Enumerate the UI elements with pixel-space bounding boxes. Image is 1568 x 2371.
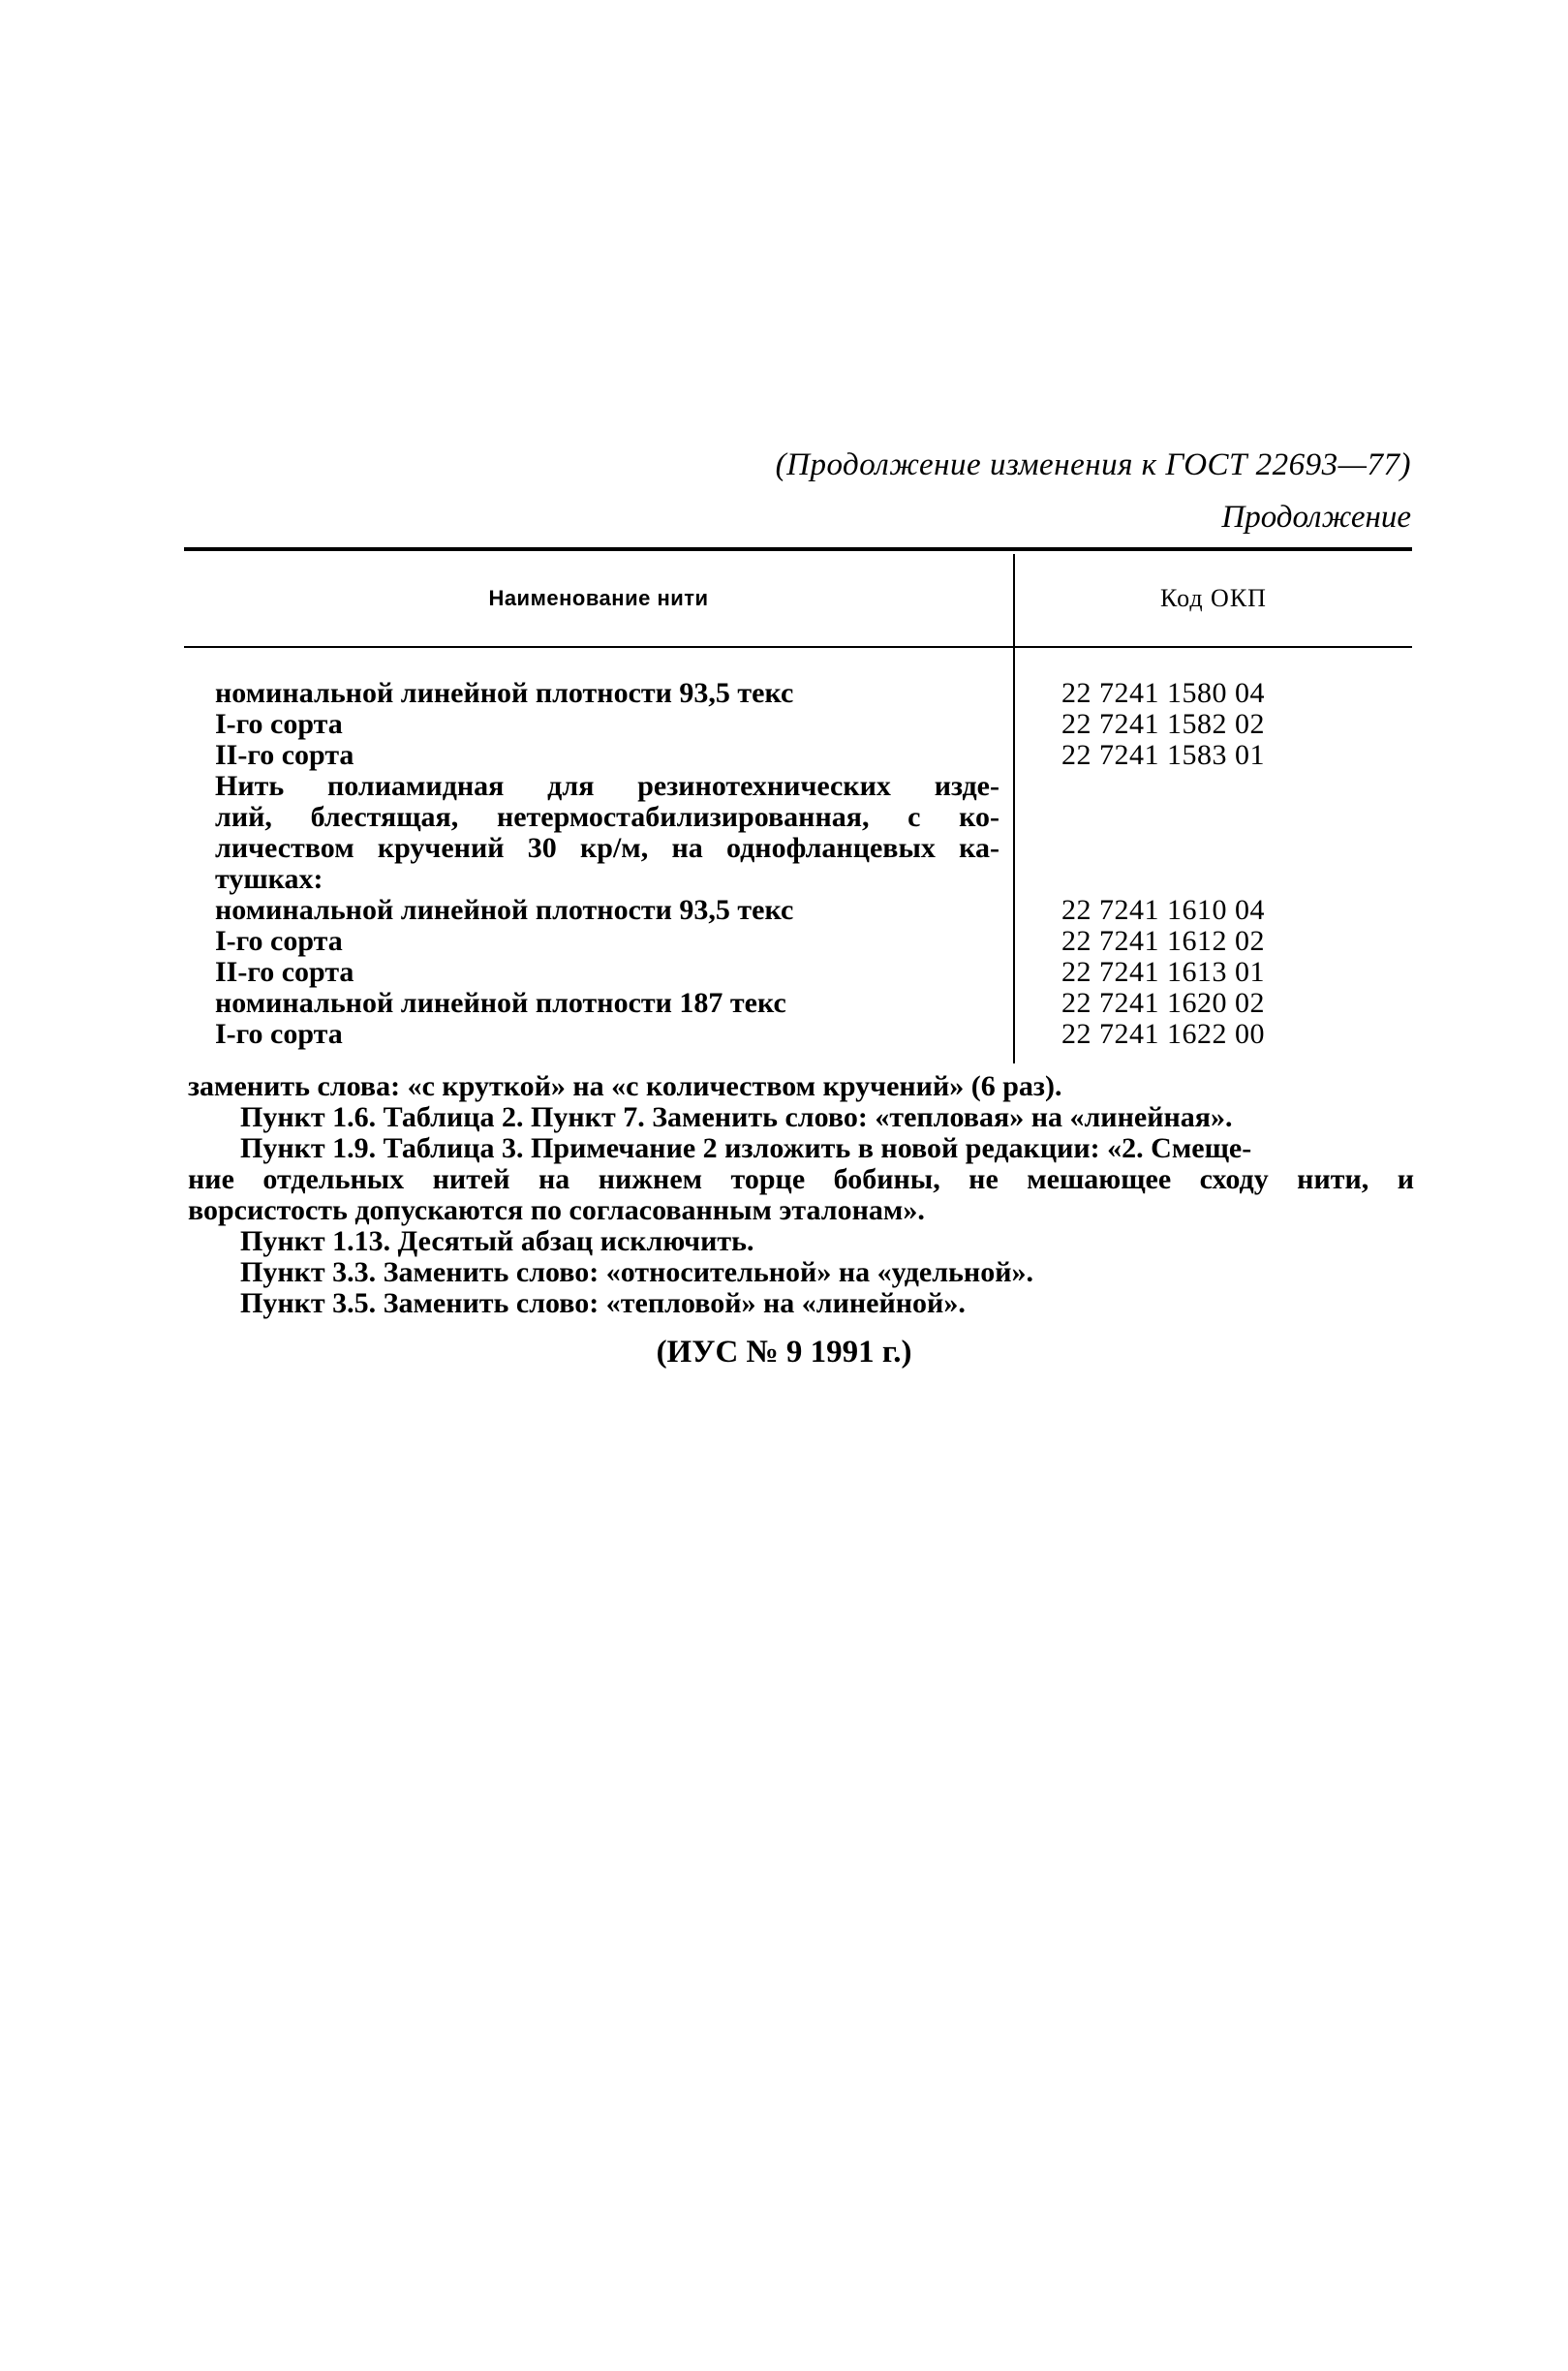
row-code: 22 7241 1580 04 — [1061, 677, 1265, 709]
continued-label: Продолжение — [1221, 500, 1411, 535]
row-name: II-го сорта — [215, 956, 354, 988]
continuation-title: (Продолжение изменения к ГОСТ 22693—77) — [775, 447, 1411, 482]
text-line: Пункт 1.13. Десятый абзац исключить. — [240, 1225, 754, 1257]
table-row — [184, 740, 1412, 771]
row-code: 22 7241 1613 01 — [1061, 956, 1265, 988]
column-header-name: Наименование нити — [488, 586, 709, 610]
row-name: номинальной линейной плотности 93,5 текс — [215, 677, 794, 709]
text-line: Пункт 1.9. Таблица 3. Примечание 2 изложить в новой редакции: «2. Смеще- — [240, 1132, 1252, 1164]
table-row — [184, 1019, 1412, 1050]
row-name: личеством кручений 30 кр/м, на однофланцевых ка- — [215, 832, 999, 864]
table-header-rule — [184, 646, 1412, 648]
row-name: номинальной линейной плотности 93,5 текс — [215, 894, 794, 926]
table-row — [184, 802, 1412, 833]
table-row — [184, 678, 1412, 709]
row-name: II-го сорта — [215, 739, 354, 771]
row-code: 22 7241 1620 02 — [1061, 987, 1265, 1019]
row-name: I-го сорта — [215, 1018, 343, 1050]
row-code: 22 7241 1582 02 — [1061, 708, 1265, 740]
text-line: ворсистость допускаются по согласованным эталонам». — [188, 1194, 925, 1226]
table-row — [184, 864, 1412, 895]
row-code: 22 7241 1622 00 — [1061, 1018, 1265, 1050]
row-name: Нить полиамидная для резинотехнических изде- — [215, 770, 999, 802]
table-row — [184, 709, 1412, 740]
row-code: 22 7241 1610 04 — [1061, 894, 1265, 926]
row-name: номинальной линейной плотности 187 текс — [215, 987, 786, 1019]
ius-reference: (ИУС № 9 1991 г.) — [656, 1335, 912, 1370]
table-row — [184, 926, 1412, 957]
row-name: I-го сорта — [215, 925, 343, 957]
table-row — [184, 957, 1412, 988]
row-name: лий, блестящая, нетермостабилизированная, с ко- — [215, 801, 999, 833]
row-code: 22 7241 1612 02 — [1061, 925, 1265, 957]
text-line: ние отдельных нитей на нижнем торце бобины, не мешающее сходу нити, и — [188, 1163, 1414, 1195]
table-row — [184, 988, 1412, 1019]
table-body — [184, 678, 1412, 1050]
text-line: Пункт 1.6. Таблица 2. Пункт 7. Заменить слово: «тепловая» на «линейная». — [240, 1101, 1233, 1133]
table-top-rule — [184, 547, 1412, 551]
table-row — [184, 895, 1412, 926]
row-name: I-го сорта — [215, 708, 343, 740]
amendment-text — [188, 1070, 1414, 1319]
row-name: тушках: — [215, 863, 323, 895]
text-line: Пункт 3.5. Заменить слово: «тепловой» на «линейной». — [240, 1287, 966, 1319]
table-row — [184, 833, 1412, 864]
table-row — [184, 771, 1412, 802]
text-line: заменить слова: «с круткой» на «с количеством кручений» (6 раз). — [188, 1070, 1062, 1102]
text-line: Пункт 3.3. Заменить слово: «относительной» на «удельной». — [240, 1256, 1033, 1288]
row-code: 22 7241 1583 01 — [1061, 739, 1265, 771]
column-header-code: Код ОКП — [1160, 584, 1267, 612]
